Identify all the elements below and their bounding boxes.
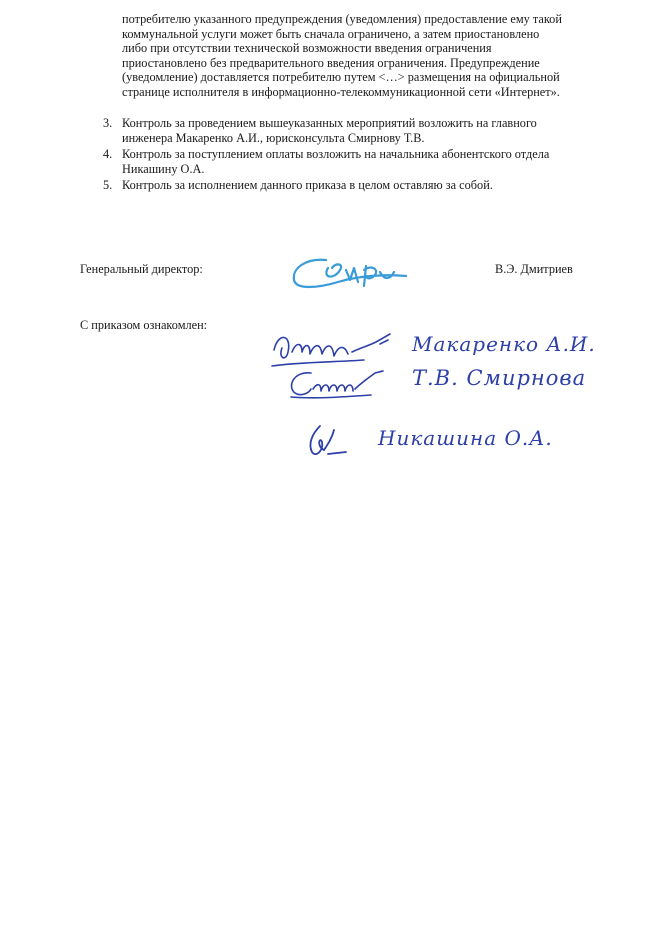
text-line: Никашину О.А. — [122, 161, 205, 176]
list-number: 5. — [103, 178, 113, 193]
nikashina-handwritten: Никашина О.А. — [378, 426, 553, 450]
director-label: Генеральный директор: — [80, 262, 203, 276]
text-line: (уведомление) доставляется потребителю путем <…> размещения на официальной — [122, 70, 560, 85]
text-line: либо при отсутствии технической возможности введения ограничения — [122, 41, 492, 56]
acknowledged-label: С приказом ознакомлен: — [80, 318, 208, 332]
smirnova-signature — [285, 365, 395, 403]
list-number: 3. — [103, 116, 113, 130]
makarenko-handwritten: Макаренко А.И. — [412, 332, 596, 356]
text-line: потребителю указанного предупреждения (уведомления) предоставление ему такой — [122, 12, 562, 26]
text-line: коммунальной услуги может быть сначала ограничено, а затем приостановлено — [122, 26, 540, 41]
text-line: инженера Макаренко А.И., юрисконсульта Смирнову Т.В. — [122, 130, 425, 145]
director-name: В.Э. Дмитриев — [495, 262, 573, 276]
text-line: Контроль за поступлением оплаты возложить на начальника абонентского отдела — [122, 147, 550, 162]
list-number: 4. — [103, 147, 113, 162]
director-signature — [288, 252, 418, 298]
list-item — [103, 178, 623, 193]
nikashina-signature — [302, 420, 352, 462]
list-item — [103, 147, 623, 176]
numbered-list — [103, 116, 623, 195]
text-line: странице исполнителя в информационно-телекоммуникационной сети «Интернет». — [122, 84, 560, 99]
continuation-paragraph — [122, 12, 622, 100]
text-line: Контроль за проведением вышеуказанных мероприятий возложить на главного — [122, 116, 537, 130]
text-line: Контроль за исполнением данного приказа в целом оставляю за собой. — [122, 178, 493, 193]
text-line: приостановлено без предварительного введения ограничения. Предупреждение — [122, 55, 540, 70]
smirnova-handwritten: Т.В. Смирнова — [412, 366, 587, 390]
list-item — [103, 116, 623, 145]
